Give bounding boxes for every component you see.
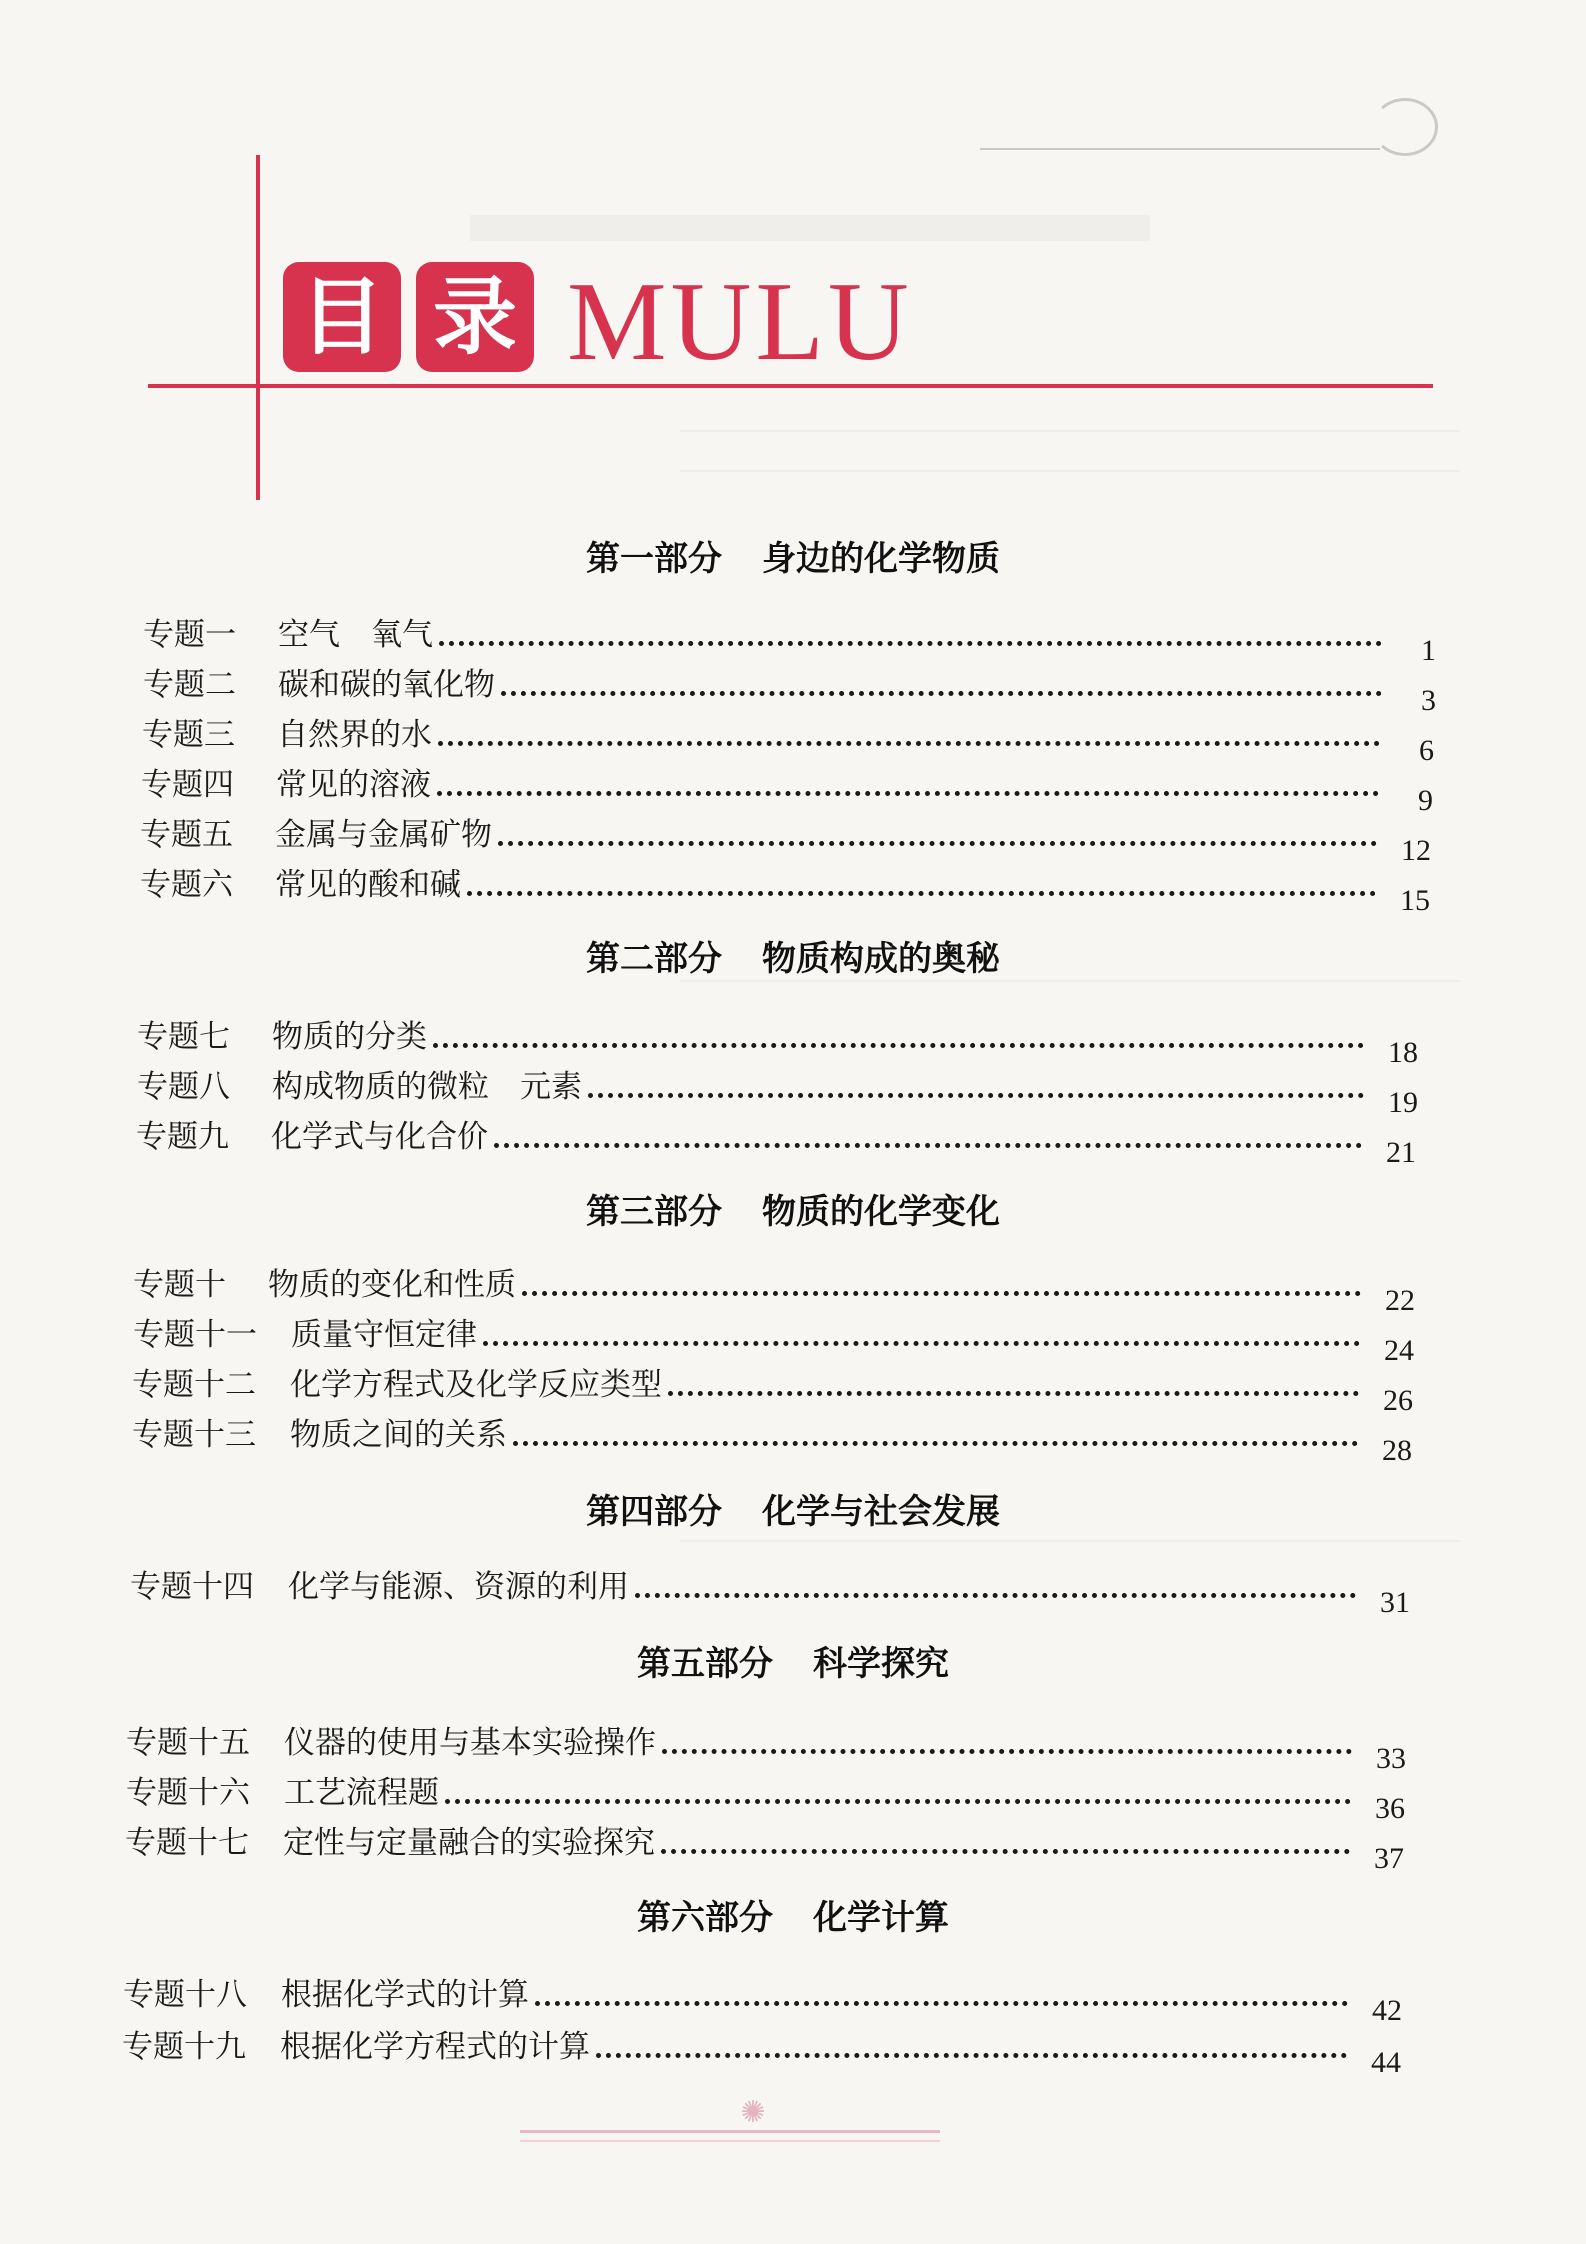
dot-leader — [439, 641, 1382, 646]
topic-number: 专题六 — [140, 867, 233, 903]
dot-leader — [498, 841, 1377, 846]
page-number: 33 — [1376, 1742, 1406, 1775]
dot-leader — [662, 1749, 1352, 1754]
dot-leader — [494, 1143, 1362, 1148]
dot-leader — [438, 741, 1380, 746]
topic-title: 空气 氧气 — [278, 617, 433, 653]
topic-number: 专题十五 — [126, 1725, 250, 1761]
section-part: 第六部分 — [637, 1898, 773, 1938]
page-number: 31 — [1380, 1586, 1410, 1619]
topic-number: 专题十六 — [126, 1775, 250, 1811]
title-char-box-2: 录 — [416, 262, 534, 372]
topic-title: 物质的变化和性质 — [268, 1267, 516, 1303]
topic-number: 专题十八 — [123, 1977, 247, 2013]
topic-title: 化学方程式及化学反应类型 — [290, 1367, 662, 1403]
page-number: 9 — [1418, 784, 1433, 817]
topic-title: 物质的分类 — [272, 1019, 427, 1055]
topic-number: 专题九 — [136, 1119, 229, 1155]
header-rule — [980, 148, 1380, 150]
topic-number: 专题十 — [133, 1267, 226, 1303]
section-name: 化学计算 — [813, 1898, 949, 1938]
page-number: 37 — [1374, 1842, 1404, 1875]
section-part: 第一部分 — [586, 539, 722, 579]
toc-entry[interactable] — [141, 758, 1433, 817]
page-number: 15 — [1400, 884, 1430, 917]
topic-number: 专题十二 — [132, 1367, 256, 1403]
page-number: 26 — [1383, 1384, 1413, 1417]
dot-leader — [522, 1291, 1361, 1296]
toc-entry[interactable] — [126, 1716, 1406, 1775]
topic-number: 专题五 — [140, 817, 233, 853]
page-number: 3 — [1421, 684, 1436, 717]
dot-leader — [596, 2053, 1347, 2058]
dot-leader — [433, 1043, 1364, 1048]
toc-entry[interactable] — [132, 1408, 1412, 1467]
dot-leader — [635, 1593, 1356, 1598]
toc-entry[interactable] — [136, 1110, 1416, 1169]
page-number: 21 — [1386, 1136, 1416, 1169]
topic-number: 专题七 — [137, 1019, 230, 1055]
topic-number: 专题十九 — [122, 2029, 246, 2065]
dot-leader — [483, 1341, 1360, 1346]
bleed-through-area — [470, 215, 1150, 241]
topic-number: 专题十四 — [130, 1569, 254, 1605]
section-heading — [0, 1190, 1586, 1234]
publisher-logo-icon — [1372, 98, 1438, 156]
topic-title: 化学式与化合价 — [271, 1119, 488, 1155]
toc-entry[interactable] — [126, 1766, 1405, 1825]
page-number: 1 — [1421, 634, 1436, 667]
page-number: 24 — [1384, 1334, 1414, 1367]
topic-title: 自然界的水 — [277, 717, 432, 753]
dot-leader — [445, 1799, 1351, 1804]
section-part: 第二部分 — [586, 939, 722, 979]
section-name: 身边的化学物质 — [762, 539, 1000, 579]
section-name: 物质构成的奥秘 — [762, 939, 1000, 979]
section-heading — [0, 1490, 1586, 1534]
toc-entry[interactable] — [143, 608, 1436, 667]
topic-title: 定性与定量融合的实验探究 — [283, 1825, 655, 1861]
dot-leader — [661, 1849, 1350, 1854]
section-heading — [0, 1642, 1586, 1686]
section-heading — [0, 937, 1586, 981]
toc-entry[interactable] — [133, 1308, 1414, 1367]
toc-entry[interactable] — [122, 2020, 1401, 2079]
topic-title: 质量守恒定律 — [291, 1317, 477, 1353]
topic-number: 专题十三 — [132, 1417, 256, 1453]
topic-title: 化学与能源、资源的利用 — [288, 1569, 629, 1605]
section-name: 科学探究 — [813, 1644, 949, 1684]
toc-entry[interactable] — [132, 1358, 1413, 1417]
topic-title: 构成物质的微粒 元素 — [272, 1069, 582, 1105]
page-number: 22 — [1385, 1284, 1415, 1317]
toc-entry[interactable] — [130, 1560, 1410, 1619]
section-part: 第四部分 — [586, 1492, 722, 1532]
section-name: 化学与社会发展 — [762, 1492, 1000, 1532]
toc-entry[interactable] — [142, 708, 1434, 767]
section-heading — [0, 537, 1586, 581]
toc-entry[interactable] — [123, 1968, 1402, 2027]
dot-leader — [588, 1093, 1364, 1098]
topic-number: 专题二 — [143, 667, 236, 703]
topic-title: 根据化学方程式的计算 — [280, 2029, 590, 2065]
page-number: 12 — [1401, 834, 1431, 867]
page-number: 42 — [1372, 1994, 1402, 2027]
topic-title: 物质之间的关系 — [290, 1417, 507, 1453]
topic-number: 专题三 — [142, 717, 235, 753]
page-number: 6 — [1419, 734, 1434, 767]
section-heading — [0, 1896, 1586, 1940]
dot-leader — [467, 891, 1376, 896]
dot-leader — [513, 1441, 1358, 1446]
page-number: 19 — [1388, 1086, 1418, 1119]
section-part: 第五部分 — [637, 1644, 773, 1684]
toc-entry[interactable] — [137, 1010, 1418, 1069]
title-latin: MULU — [567, 260, 913, 384]
toc-entry[interactable] — [137, 1060, 1418, 1119]
section-part: 第三部分 — [586, 1192, 722, 1232]
section-name: 物质的化学变化 — [762, 1192, 1000, 1232]
toc-entry[interactable] — [125, 1816, 1404, 1875]
toc-entry[interactable] — [140, 858, 1430, 917]
topic-title: 仪器的使用与基本实验操作 — [284, 1725, 656, 1761]
footer-rule-secondary — [520, 2140, 940, 2142]
topic-number: 专题四 — [141, 767, 234, 803]
title-horizontal-rule — [148, 384, 1433, 388]
topic-number: 专题八 — [137, 1069, 230, 1105]
topic-number: 专题十一 — [133, 1317, 257, 1353]
dot-leader — [668, 1391, 1359, 1396]
title-vertical-rule — [256, 155, 260, 500]
topic-title: 金属与金属矿物 — [275, 817, 492, 853]
page-number: 44 — [1371, 2046, 1401, 2079]
topic-number: 专题十七 — [125, 1825, 249, 1861]
topic-title: 常见的溶液 — [276, 767, 431, 803]
topic-title: 碳和碳的氧化物 — [278, 667, 495, 703]
toc-entry[interactable] — [140, 808, 1431, 867]
dot-leader — [535, 2001, 1348, 2006]
footer-rule — [520, 2130, 940, 2133]
page-number: 28 — [1382, 1434, 1412, 1467]
topic-title: 工艺流程题 — [284, 1775, 439, 1811]
topic-title: 常见的酸和碱 — [275, 867, 461, 903]
bleed-through-line — [680, 430, 1460, 432]
bleed-through-line — [680, 1540, 1460, 1542]
bleed-through-line — [680, 470, 1460, 472]
topic-number: 专题一 — [143, 617, 236, 653]
toc-entry[interactable] — [143, 658, 1436, 717]
dot-leader — [501, 691, 1382, 696]
page-number: 18 — [1388, 1036, 1418, 1069]
footer-ornament-icon: ✺ — [740, 2095, 766, 2130]
toc-entry[interactable] — [133, 1258, 1415, 1317]
dot-leader — [437, 791, 1379, 796]
topic-title: 根据化学式的计算 — [281, 1977, 529, 2013]
title-char-box-1: 目 — [283, 262, 401, 372]
page-number: 36 — [1375, 1792, 1405, 1825]
